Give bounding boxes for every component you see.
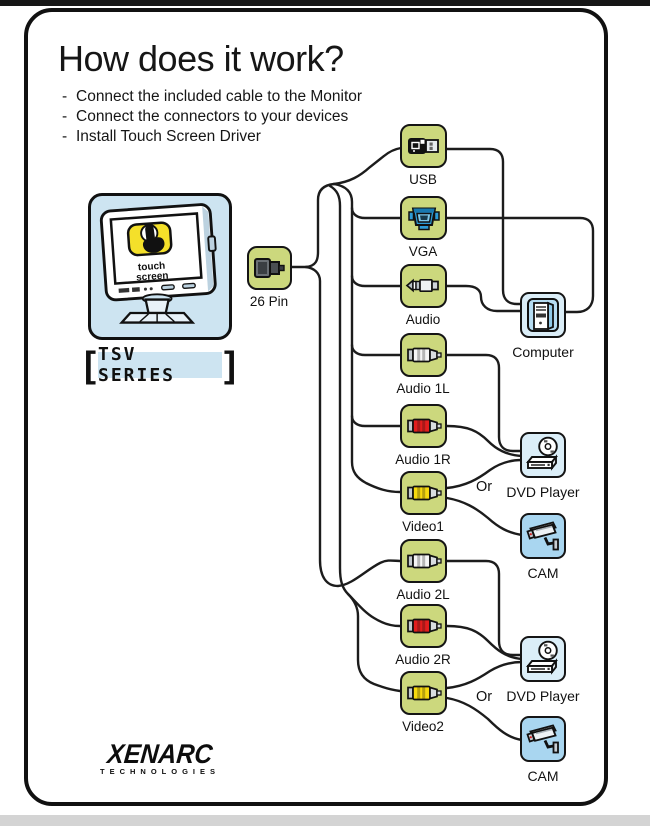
device-dvd-player-1 <box>520 432 566 478</box>
audio1r-label: Audio 1R <box>395 452 451 467</box>
audio2r-label: Audio 2R <box>395 652 451 667</box>
rca-red-icon <box>404 406 444 446</box>
wire-trunk-c <box>334 184 400 492</box>
rca-yellow-icon <box>404 673 444 713</box>
audio2l-label: Audio 2L <box>396 587 450 602</box>
or-label-1: Or <box>475 479 493 495</box>
usb-plug-icon <box>404 126 444 166</box>
connector-vga <box>400 196 447 240</box>
security-camera-icon <box>523 516 563 556</box>
wire-trunk-b <box>330 186 400 691</box>
device-cam-1 <box>520 513 566 559</box>
series-tag <box>84 344 236 386</box>
security-camera-icon <box>523 719 563 759</box>
wire-audio-computer <box>447 286 522 311</box>
instruction-step: - Connect the connectors to your devices <box>62 108 349 125</box>
connector-26pin <box>247 246 292 290</box>
bracket-left: [ <box>84 344 96 385</box>
connector-audio2r <box>400 604 447 648</box>
device-dvd-player-2 <box>520 636 566 682</box>
brand-logo <box>86 739 234 776</box>
rca-red-icon <box>404 606 444 646</box>
dvd-player-icon <box>523 639 563 679</box>
audio1l-label: Audio 1L <box>396 381 450 396</box>
connector-audio <box>400 264 447 308</box>
or-label-2: Or <box>475 689 493 705</box>
dvd-player-icon <box>523 435 563 475</box>
rca-white-icon <box>404 335 444 375</box>
computer-label: Computer <box>512 344 574 360</box>
touch-monitor-illustration <box>91 195 229 338</box>
wire-trunk-up <box>306 184 334 267</box>
video1-label: Video1 <box>402 519 444 534</box>
brand-name: XENARC <box>106 739 214 769</box>
page-title: How does it work? <box>58 38 344 79</box>
connector-video1 <box>400 471 447 515</box>
wire-to-audio <box>352 276 400 286</box>
video2-label: Video2 <box>402 719 444 734</box>
cam-2-label: CAM <box>527 768 559 784</box>
dvd-player-1-label: DVD Player <box>506 484 580 500</box>
audio-label: Audio <box>405 312 441 327</box>
instruction-step: - Connect the included cable to the Monitor <box>62 88 363 105</box>
dvd-player-2-label: DVD Player <box>506 688 580 704</box>
vga-plug-icon <box>404 198 444 238</box>
26pin-plug-icon <box>250 248 290 288</box>
series-strip: TSV SERIES <box>98 352 222 378</box>
vga-label: VGA <box>408 244 438 259</box>
svg-text:touch: touch <box>137 260 166 274</box>
rca-yellow-icon <box>404 473 444 513</box>
bracket-right: ] <box>224 344 236 385</box>
wire-to-audio1r <box>352 416 400 426</box>
26pin-label: 26 Pin <box>249 294 289 309</box>
rca-white-icon <box>404 541 444 581</box>
svg-text:screen: screen <box>135 270 169 284</box>
brand-subtitle: TECHNOLOGIES <box>99 767 220 776</box>
wire-to-audio1l <box>352 345 400 355</box>
connector-video2 <box>400 671 447 715</box>
touch-monitor-card <box>88 193 232 340</box>
connector-audio2l <box>400 539 447 583</box>
device-computer <box>520 292 566 338</box>
connector-audio1l <box>400 333 447 377</box>
instruction-step: - Install Touch Screen Driver <box>62 128 261 145</box>
device-cam-2 <box>520 716 566 762</box>
audio-jack-icon <box>404 266 444 306</box>
usb-label: USB <box>409 172 437 187</box>
wire-to-vga <box>352 208 400 218</box>
connector-usb <box>400 124 447 168</box>
cam-1-label: CAM <box>527 565 559 581</box>
computer-tower-icon <box>523 295 563 335</box>
connector-audio1r <box>400 404 447 448</box>
